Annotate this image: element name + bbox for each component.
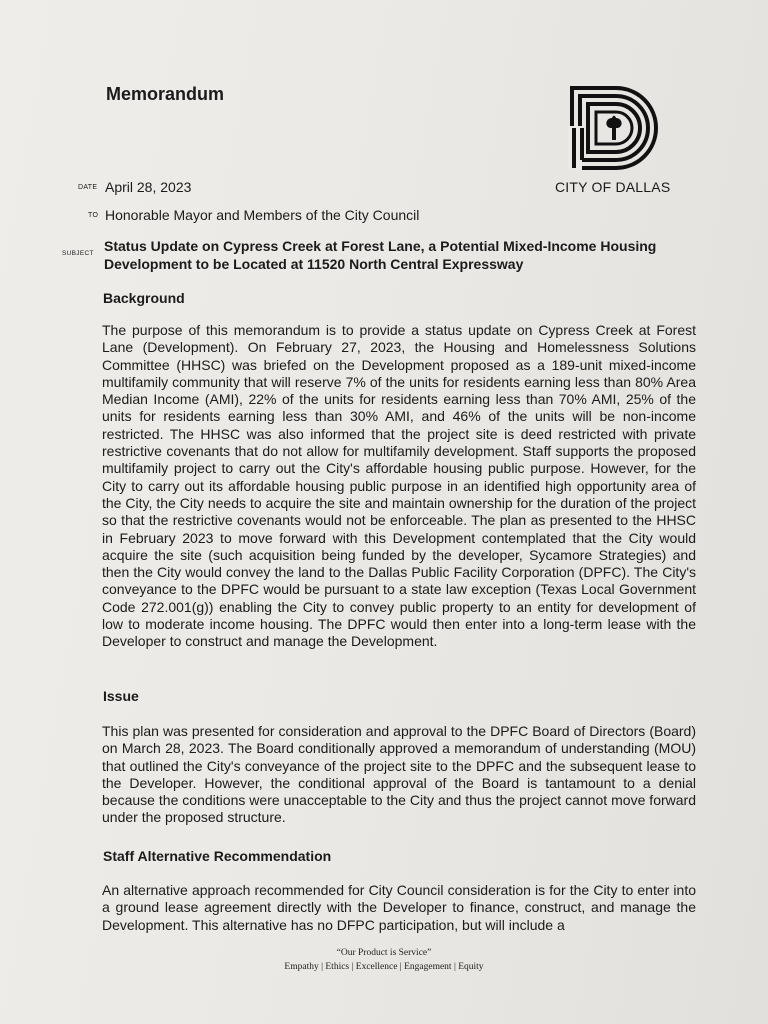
background-heading: Background (103, 290, 185, 306)
memo-subject: Status Update on Cypress Creek at Forest Lane, a Potential Mixed-Income Housing Development to be Located at 11520 North Central Expressway (104, 238, 657, 272)
to-label: TO (88, 212, 99, 219)
footer-motto: “Our Product is Service” (336, 948, 432, 958)
memo-date: April 28, 2023 (105, 179, 192, 195)
memo-recipient: Honorable Mayor and Members of the City Council (105, 207, 420, 223)
subject-label: SUBJECT (62, 250, 94, 257)
footer-values: Empathy | Ethics | Excellence | Engagement | Equity (284, 962, 484, 972)
issue-heading: Issue (103, 688, 139, 704)
date-label: DATE (78, 184, 98, 191)
issue-paragraph: This plan was presented for consideration and approval to the DPFC Board of Directors (Board) on March 28, 2023. The Board conditionally approved a memorandum of understanding (MOU) that outlined the City's conveyance of the project site to the DPFC and the subsequent lease to the Developer. However, the conditional approval of the Board is tantamount to a denial because the conditions were unacceptable to the City and thus the project cannot move forward under the proposed structure. (102, 723, 696, 826)
background-paragraph: The purpose of this memorandum is to provide a status update on Cypress Creek at Forest Lane (Development). On February 27, 2023, the Housing and Homelessness Solutions Committee (HHSC) was briefed on the Development proposed as a 189-unit mixed-income multifamily community that will reserve 7% of the units for residents earning less than 80% Area Median Income (AMI), 22% of the units for residents earning less than 70% AMI, 25% of the units for residents earning less than 30% AMI, and 46% of the units will be non-income restricted. The HHSC was also informed that the project site is deed restricted with private restrictive covenants that do not allow for multifamily development. Staff supports the proposed multifamily project to carry out the City's affordable housing public purpose. However, for the City to carry out its affordable housing public purpose in an identified high opportunity area of the City, the City needs to acquire the site and maintain ownership for the duration of the project so that the restrictive covenants would not be enforceable. The plan as presented to the HHSC in February 2023 to move forward with this Development contemplated that the City would acquire the site (such acquisition being funded by the developer, Sycamore Strategies) and then the City would convey the land to the Dallas Public Facility Corporation (DPFC). The City's conveyance to the DPFC would be pursuant to a state law exception (Texas Local Government Code 272.001(g)) enabling the City to convey public property to an entity for development of low to moderate income housing. The DPFC would then enter into a long-term lease with the Developer to construct and manage the Development. (102, 322, 696, 650)
city-of-dallas-logo-icon (568, 82, 660, 172)
staff-alternative-paragraph: An alternative approach recommended for City Council consideration is for the City to enter into a ground lease agreement directly with the Developer to finance, construct, and manage the Development. This alternative has no DFPC participation, but will include a (102, 882, 696, 933)
staff-alternative-heading: Staff Alternative Recommendation (103, 848, 332, 864)
city-name: CITY OF DALLAS (555, 179, 671, 195)
memo-title: Memorandum (106, 84, 225, 104)
